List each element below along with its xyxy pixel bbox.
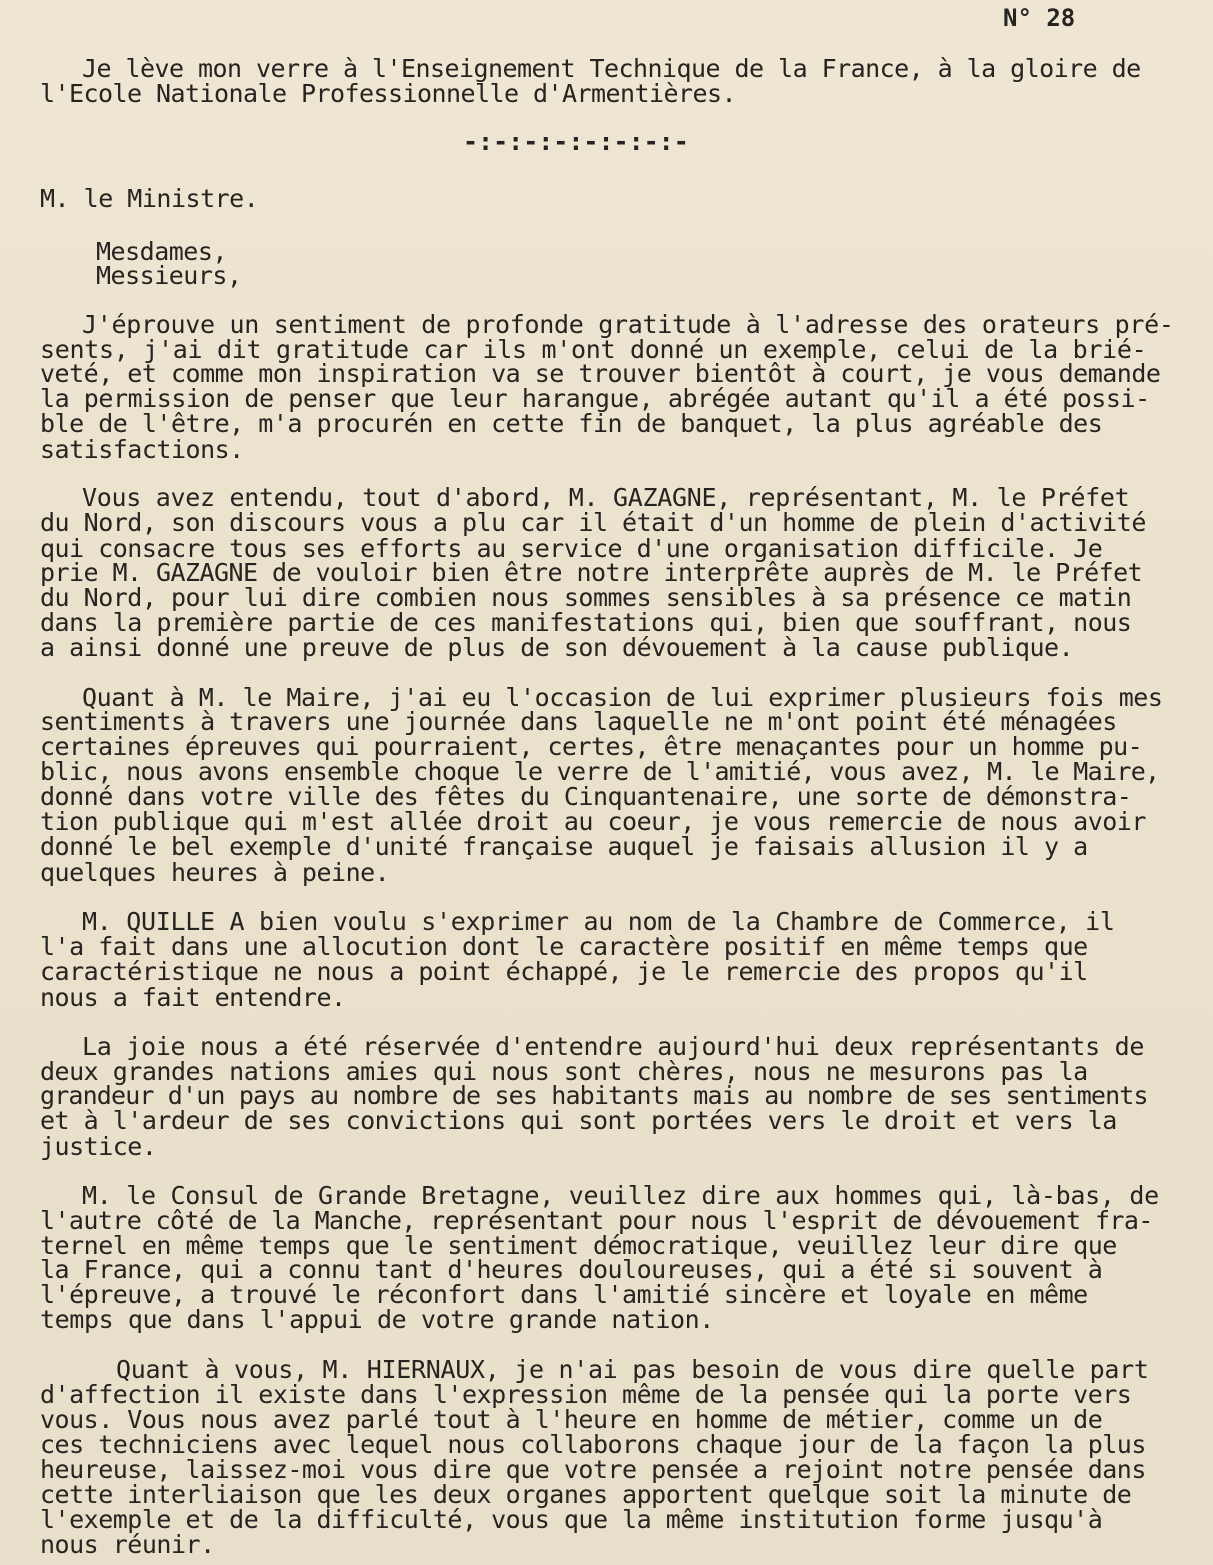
paragraph-line: ces techniciens avec lequel nous collaborons chaque jour de la façon la plus [40, 1430, 1146, 1459]
paragraph-line: cette interliaison que les deux organes apportent quelque soit la minute de [40, 1480, 1132, 1509]
paragraph-line: sents, j'ai dit gratitude car ils m'ont donné un exemple, celui de la brié- [40, 335, 1147, 364]
paragraph-line: deux grandes nations amies qui nous sont chères, nous ne mesurons pas la [40, 1057, 1088, 1086]
salutation-gentlemen: Messieurs, [96, 261, 242, 290]
paragraph-line: quelques heures à peine. [40, 858, 390, 887]
paragraph-line: ble de l'être, m'a procurén en cette fin de banquet, la plus agréable des [40, 409, 1103, 438]
paragraph-line: Quant à vous, M. HIERNAUX, je n'ai pas besoin de vous dire quelle part [116, 1355, 1149, 1384]
paragraph-line: l'exemple et de la difficulté, vous que la même institution forme jusqu'à [40, 1505, 1103, 1534]
intro-line: Je lève mon verre à l'Enseignement Technique de la France, à la gloire de [82, 54, 1141, 83]
paragraph-line: donné dans votre ville des fêtes du Cinquantenaire, une sorte de démonstra- [40, 782, 1132, 811]
paragraph-line: dans la première partie de ces manifestations qui, bien que souffrant, nous [40, 608, 1132, 637]
paragraph-line: vous. Vous nous avez parlé tout à l'heure en homme de métier, comme un de [40, 1405, 1103, 1434]
paragraph-line: prie M. GAZAGNE de vouloir bien être notre interprête auprès de M. le Préfet [40, 558, 1143, 587]
paragraph-line: la permission de penser que leur harangue, abrégée autant qu'il a été possi- [40, 384, 1150, 413]
paragraph-line: La joie nous a été réservée d'entendre aujourd'hui deux représentants de [82, 1032, 1145, 1061]
page-number: N° 28 [1003, 4, 1076, 32]
paragraph-line: sentiments à travers une journée dans laquelle ne m'ont point été ménagées [40, 707, 1117, 736]
section-separator: -:-:-:-:-:-:-:- [463, 127, 689, 156]
paragraph-line: J'éprouve un sentiment de profonde gratitude à l'adresse des orateurs pré- [82, 310, 1174, 339]
paragraph-line: l'autre côté de la Manche, représentant pour nous l'esprit de dévouement fra- [40, 1206, 1153, 1235]
paragraph-line: satisfactions. [40, 435, 244, 464]
paragraph-line: blic, nous avons ensemble choque le verre de l'amitié, vous avez, M. le Maire, [40, 757, 1160, 786]
salutation-ladies: Mesdames, [96, 237, 227, 266]
paragraph-line: M. le Consul de Grande Bretagne, veuillez dire aux hommes qui, là-bas, de [82, 1181, 1159, 1210]
paragraph-line: la France, qui a connu tant d'heures douloureuses, qui a été si souvent à [40, 1255, 1103, 1284]
intro-line: l'Ecole Nationale Professionnelle d'Armentières. [40, 79, 737, 108]
paragraph-line: grandeur d'un pays au nombre de ses habitants mais au nombre de ses sentiments [40, 1081, 1148, 1110]
paragraph-line: d'affection il existe dans l'expression même de la pensée qui la porte vers [40, 1380, 1132, 1409]
paragraph-line: l'a fait dans une allocution dont le caractère positif en même temps que [40, 932, 1088, 961]
paragraph-line: justice. [40, 1132, 157, 1161]
paragraph-line: Vous avez entendu, tout d'abord, M. GAZAGNE, représentant, M. le Préfet [82, 483, 1130, 512]
paragraph-line: a ainsi donné une preuve de plus de son dévouement à la cause publique. [40, 633, 1074, 662]
paragraph-line: l'épreuve, a trouvé le réconfort dans l'amitié sincère et loyale en même [40, 1280, 1088, 1309]
paragraph-line: Quant à M. le Maire, j'ai eu l'occasion de lui exprimer plusieurs fois mes [82, 683, 1163, 712]
paragraph-line: nous réunir. [40, 1530, 215, 1559]
paragraph-line: donné le bel exemple d'unité française auquel je faisais allusion il y a [40, 832, 1088, 861]
paragraph-line: nous a fait entendre. [40, 983, 346, 1012]
paragraph-line: du Nord, son discours vous a plu car il était d'un homme de plein d'activité [40, 508, 1146, 537]
paragraph-line: du Nord, pour lui dire combien nous sommes sensibles à sa présence ce matin [40, 583, 1132, 612]
paragraph-line: qui consacre tous ses efforts au service d'une organisation difficile. Je [40, 534, 1103, 563]
paragraph-line: veté, et comme mon inspiration va se trouver bientôt à court, je vous demande [40, 359, 1161, 388]
paragraph-line: temps que dans l'appui de votre grande nation. [40, 1305, 714, 1334]
paragraph-line: M. QUILLE A bien voulu s'exprimer au nom de la Chambre de Commerce, il [82, 907, 1115, 936]
salutation-minister: M. le Ministre. [40, 184, 259, 213]
paragraph-line: ternel en même temps que le sentiment démocratique, veuillez leur dire que [40, 1231, 1117, 1260]
paragraph-line: tion publique qui m'est allée droit au coeur, je vous remercie de nous avoir [40, 807, 1146, 836]
paragraph-line: heureuse, laissez-moi vous dire que votre pensée a rejoint notre pensée dans [40, 1455, 1146, 1484]
paragraph-line: caractéristique ne nous a point échappé, je le remercie des propos qu'il [40, 957, 1088, 986]
paragraph-line: certaines épreuves qui pourraient, certes, être menaçantes pour un homme pu- [40, 732, 1143, 761]
paragraph-line: et à l'ardeur de ses convictions qui sont portées vers le droit et vers la [40, 1106, 1117, 1135]
